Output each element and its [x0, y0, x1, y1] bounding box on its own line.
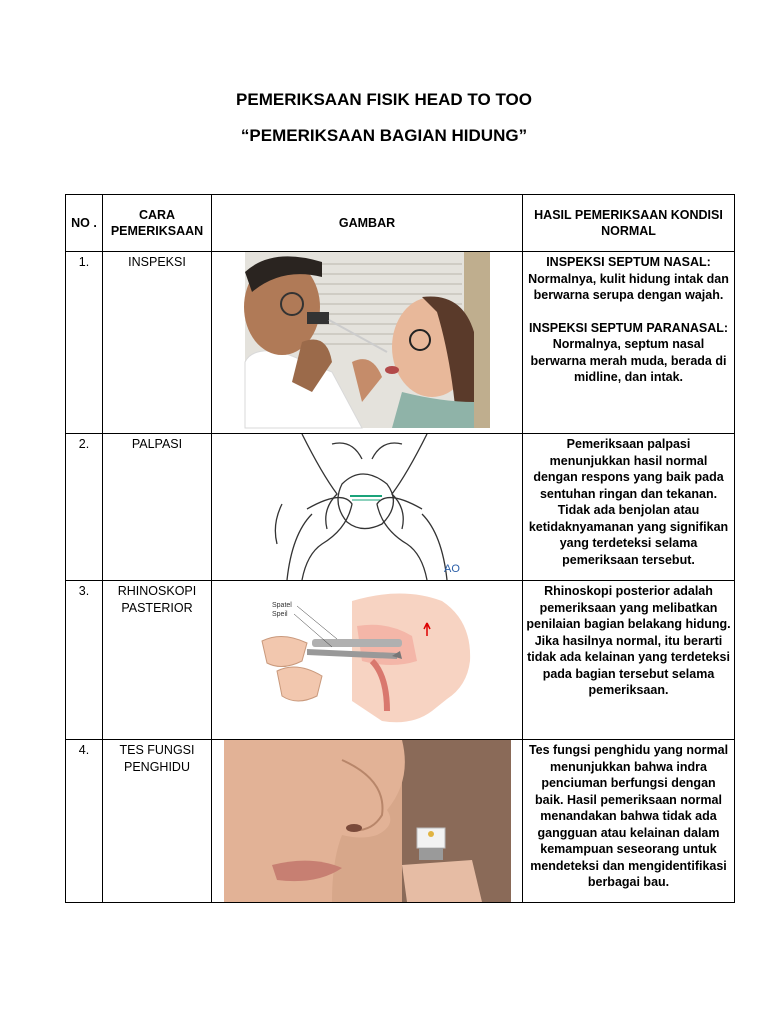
row-result [523, 740, 735, 903]
header-cara: CARA PEMERIKSAAN [103, 195, 212, 252]
nose-palpation-drawing [212, 434, 523, 580]
row-image-cell [212, 581, 523, 740]
result-paragraph: INSPEKSI SEPTUM PARANASAL: Normalnya, septum nasal berwarna merah muda, berada di midline, dan intak. [528, 320, 729, 384]
row-number: 2. [66, 434, 103, 581]
row-result [523, 581, 735, 740]
examination-table [65, 194, 735, 903]
document-subtitle: “PEMERIKSAAN BAGIAN HIDUNG” [240, 126, 528, 145]
table-row [66, 434, 735, 581]
row-result [523, 434, 735, 581]
header-gambar: GAMBAR [212, 195, 523, 252]
result-paragraph: Pemeriksaan palpasi menunjukkan hasil normal dengan respons yang baik pada sentuhan ringan dan tekanan. Tidak ada benjolan atau ketidaknyamanan yang signifikan yang terdeteksi selama pemeriksaan tersebut. [528, 437, 729, 567]
posterior-rhinoscopy-diagram [212, 581, 523, 739]
doctor-examining-nose-photo [212, 252, 523, 433]
table-row [66, 581, 735, 740]
document-title: PEMERIKSAAN FISIK HEAD TO TOO [236, 90, 532, 109]
smell-test-photo [212, 740, 523, 902]
result-paragraph: INSPEKSI SEPTUM NASAL: Normalnya, kulit hidung intak dan berwarna serupa dengan wajah. [528, 255, 729, 302]
header-hasil: HASIL PEMERIKSAAN KONDISI NORMAL [523, 195, 735, 252]
table-row [66, 252, 735, 434]
diagram-label-speil: Speil [272, 611, 288, 618]
row-number: 4. [66, 740, 103, 903]
table-header-row [66, 195, 735, 252]
diagram-label-spatel: Spatel [272, 602, 292, 609]
row-method: RHINOSKOPI PASTERIOR [103, 581, 212, 740]
row-method: INSPEKSI [103, 252, 212, 434]
row-image-cell [212, 434, 523, 581]
row-image-cell [212, 740, 523, 903]
row-image-cell [212, 252, 523, 434]
result-paragraph: Tes fungsi penghidu yang normal menunjukkan bahwa indra penciuman berfungsi dengan baik. Hasil pemeriksaan normal menandakan bahwa tidak ada gangguan atau kelainan dalam kemampuan seseorang untuk mendeteksi dan mengidentifikasi berbagai bau. [528, 743, 729, 889]
row-method: TES FUNGSI PENGHIDU [103, 740, 212, 903]
row-number: 1. [66, 252, 103, 434]
header-no: NO . [66, 195, 103, 252]
table-row [66, 740, 735, 903]
row-method: PALPASI [103, 434, 212, 581]
palpation-image-label: AO [444, 563, 460, 575]
row-number: 3. [66, 581, 103, 740]
row-result [523, 252, 735, 434]
result-paragraph: Rhinoskopi posterior adalah pemeriksaan yang melibatkan penilaian bagian belakang hidung. Jika hasilnya normal, itu berarti tidak ada kelainan yang terdeteksi pada bagian tersebut selama pemeriksaan. [526, 584, 731, 697]
